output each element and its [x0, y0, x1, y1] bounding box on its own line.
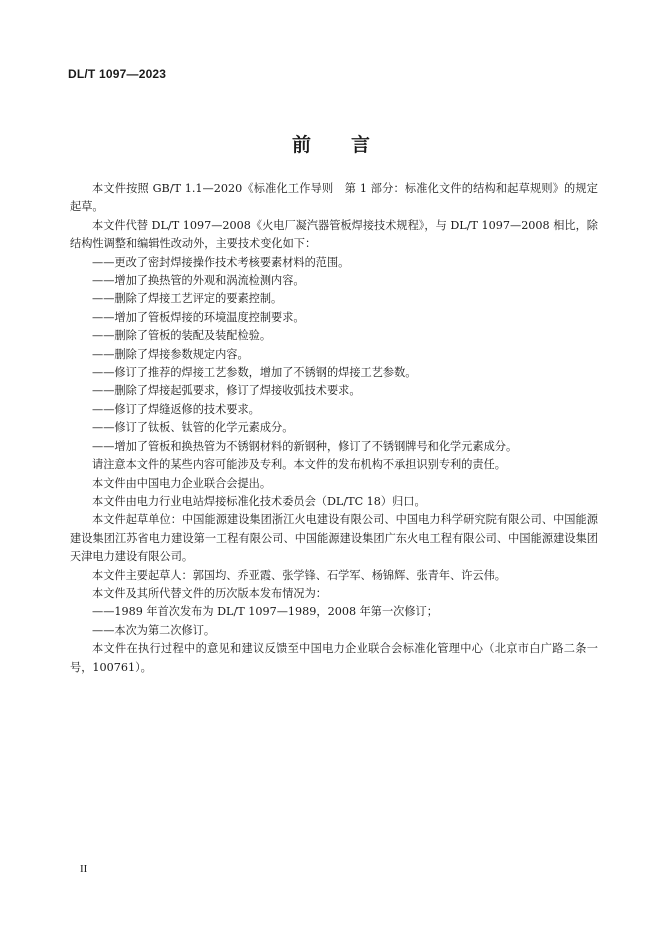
- change-item: ——删除了焊接起弧要求，修订了焊接收弧技术要求。: [92, 384, 361, 398]
- change-item: ——增加了管板焊接的环境温度控制要求。: [92, 310, 305, 324]
- page-title: 前言: [291, 134, 410, 156]
- paragraph-version-history: 本文件及其所代替文件的历次版本发布情况为：: [92, 586, 327, 600]
- change-item: ——删除了焊接参数规定内容。: [92, 347, 249, 361]
- history-item: ——本次为第二次修订。: [92, 623, 216, 637]
- document-code-header: DL/T 1097—2023: [68, 67, 167, 81]
- paragraph-patent-notice: 请注意本文件的某些内容可能涉及专利。本文件的发布机构不承担识别专利的责任。: [92, 458, 506, 472]
- paragraph-committee: 本文件由电力行业电站焊接标准化技术委员会（DL/TC 18）归口。: [92, 494, 426, 508]
- paragraph-proposer: 本文件由中国电力企业联合会提出。: [92, 476, 272, 490]
- paragraph-feedback: 本文件在执行过程中的意见和建议反馈至中国电力企业联合会标准化管理中心（北京市白广路二条一号，100761）。: [70, 642, 598, 674]
- paragraph-drafting-units: 本文件起草单位：中国能源建设集团浙江火电建设有限公司、中国电力科学研究院有限公司、中国能源建设集团江苏省电力建设第一工程有限公司、中国能源建设集团广东火电工程有限公司、中国能源建设集团天津电力建设有限公司。: [70, 513, 598, 564]
- page-number: II: [80, 863, 88, 875]
- change-item: ——增加了换热管的外观和涡流检测内容。: [92, 274, 305, 288]
- paragraph-replacement-note: 本文件代替 DL/T 1097—2008《火电厂凝汽器管板焊接技术规程》，与 DL/T 1097—2008 相比，除结构性调整和编辑性改动外，主要技术变化如下：: [70, 218, 598, 251]
- change-item: ——更改了密封焊接操作技术考核要素材料的范围。: [92, 255, 350, 269]
- change-item: ——修订了推荐的焊接工艺参数，增加了不锈钢的焊接工艺参数。: [92, 366, 417, 380]
- change-item: ——删除了焊接工艺评定的要素控制。: [92, 292, 283, 306]
- history-item: ——1989 年首次发布为 DL/T 1097—1989，2008 年第一次修订；: [92, 605, 438, 619]
- change-item: ——删除了管板的装配及装配检验。: [92, 329, 272, 343]
- paragraph-drafters: 本文件主要起草人：郭国均、乔亚霞、张学锋、石学军、杨锦辉、张青年、许云伟。: [92, 568, 506, 582]
- paragraph-drafting-basis: 本文件按照 GB/T 1.1—2020《标准化工作导则 第 1 部分：标准化文件的结构和起草规则》的规定起草。: [70, 182, 598, 214]
- document-body: [70, 180, 598, 677]
- change-item: ——修订了钛板、钛管的化学元素成分。: [92, 421, 294, 435]
- change-item: ——修订了焊缝返修的技术要求。: [92, 402, 260, 416]
- change-item: ——增加了管板和换热管为不锈钢材料的新钢种，修订了不锈钢牌号和化学元素成分。: [92, 439, 518, 453]
